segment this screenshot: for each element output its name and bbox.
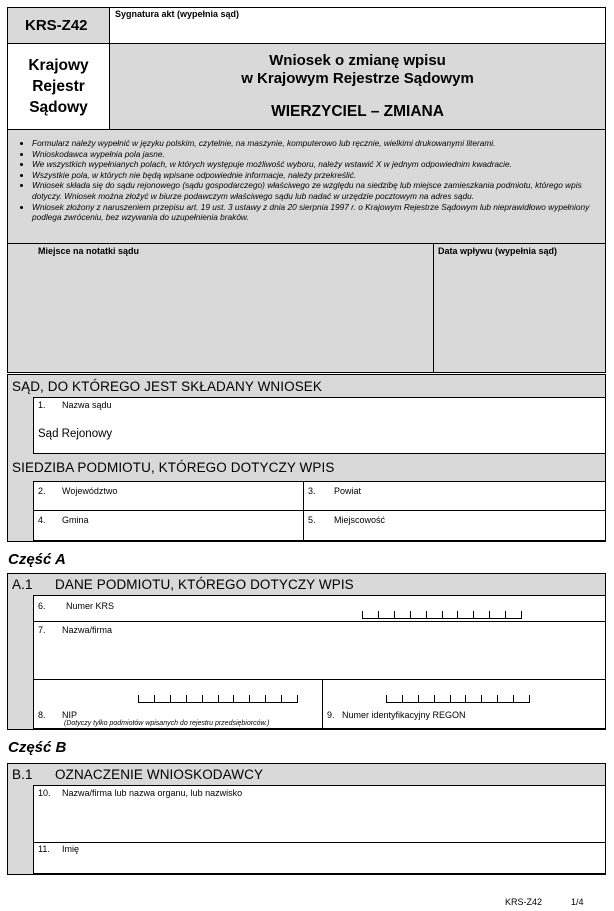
form-title-line1: Wniosek o zmianę wpisu: [269, 52, 446, 69]
company-name-field[interactable]: [33, 621, 606, 680]
seat-section-title: SIEDZIBA PODMIOTU, KTÓREGO DOTYCZY WPIS: [12, 460, 335, 475]
field2-label: Województwo: [62, 486, 118, 496]
field11-label: Imię: [62, 844, 80, 854]
field2-num: 2.: [38, 486, 46, 496]
court-name-field[interactable]: [33, 397, 606, 454]
part-a-section-num: A.1: [12, 577, 33, 592]
instruction-item: • Wnioskodawca wypełnia pola jasne.: [32, 149, 602, 160]
court-section-title: SĄD, DO KTÓREGO JEST SKŁADANY WNIOSEK: [12, 379, 323, 394]
form-title: [109, 52, 606, 88]
field5-num: 5.: [308, 515, 316, 525]
instruction-item: • Wniosek złożony z naruszeniem przepisu art. 19 ust. 3 ustawy z dnia 20 sierpnia 1997 r. o Krajowym Rejestrze Sądowym lub nieprawidłowo wypełniony podlega zwróceniu, bez wzywania do uzupełnienia braków.: [32, 202, 602, 223]
court-notes-label: Miejsce na notatki sądu: [38, 246, 140, 256]
court-notes-box: [7, 243, 434, 373]
instruction-item: • Wszystkie pola, w których nie będą wpisane odpowiednie informacje, należy przekreślić.: [32, 170, 602, 181]
part-a-section-title: DANE PODMIOTU, KTÓREGO DOTYCZY WPIS: [55, 577, 354, 592]
part-b-heading: Część B: [8, 739, 67, 756]
part-b-section-num: B.1: [12, 767, 33, 782]
field1-label: Nazwa sądu: [62, 400, 112, 410]
registry-name-line3: Sądowy: [29, 99, 88, 116]
part-b-section-title: OZNACZENIE WNIOSKODAWCY: [55, 767, 264, 782]
field10-label: Nazwa/firma lub nazwa organu, lub nazwisko: [62, 788, 243, 798]
registry-name: [7, 55, 110, 118]
field4-label: Gmina: [62, 515, 89, 525]
signature-label: Sygnatura akt (wypełnia sąd): [115, 9, 240, 19]
footer-form-code: KRS-Z42: [505, 897, 543, 907]
field7-num: 7.: [38, 625, 46, 635]
field1-num: 1.: [38, 400, 46, 410]
court-name-value: Sąd Rejonowy: [38, 428, 113, 440]
field7-label: Nazwa/firma: [62, 625, 113, 635]
nip-digit-boxes[interactable]: [138, 695, 298, 703]
field9-num: 9.: [327, 710, 335, 720]
instruction-item: • Formularz należy wypełnić w języku polskim, czytelnie, na maszynie, komputerowo lub ręcznie, wielkimi drukowanymi literami.: [32, 138, 602, 149]
form-code: KRS-Z42: [25, 17, 88, 34]
field10-num: 10.: [38, 788, 51, 798]
part-a-heading: Część A: [8, 551, 66, 568]
instruction-item: • We wszystkich wypełnianych polach, w których występuje możliwość wyboru, należy wstawić X w jednym odpowiednim kwadracie.: [32, 159, 602, 170]
field8-num: 8.: [38, 710, 46, 720]
nip-note: (Dotyczy tylko podmiotów wpisanych do rejestru przedsiębiorców.): [64, 720, 270, 727]
receipt-date-box: [433, 243, 606, 373]
first-name-field[interactable]: [33, 842, 606, 874]
field3-label: Powiat: [334, 486, 362, 496]
regon-digit-boxes[interactable]: [386, 695, 530, 703]
field11-num: 11.: [38, 844, 50, 854]
form-subtitle: WIERZYCIEL – ZMIANA: [271, 103, 444, 120]
krs-digit-boxes[interactable]: [362, 611, 522, 619]
instructions: [10, 138, 602, 223]
field9-label: Numer identyfikacyjny REGON: [342, 710, 466, 720]
field6-label: Numer KRS: [66, 601, 115, 611]
registry-name-line2: Rejestr: [32, 78, 85, 95]
field5-label: Miejscowość: [334, 515, 386, 525]
receipt-date-label: Data wpływu (wypełnia sąd): [438, 246, 558, 256]
field4-num: 4.: [38, 515, 46, 525]
instruction-item: • Wniosek składa się do sądu rejonowego (sądu gospodarczego) właściwego ze względu na siedzibę lub miejsce zamieszkania podmiotu, którego wpis dotyczy. Wniosek można złożyć w biurze podawczym właściwego sądu lub nadać w urzędzie pocztowym na adres sądu.: [32, 180, 602, 201]
footer-page-number: 1/4: [571, 897, 584, 907]
field3-num: 3.: [308, 486, 316, 496]
regon-field[interactable]: [322, 679, 606, 729]
field8-label: NIP: [62, 710, 78, 720]
registry-name-line1: Krajowy: [28, 57, 89, 74]
field6-num: 6.: [38, 601, 46, 611]
form-title-line2: w Krajowym Rejestrze Sądowym: [241, 70, 474, 87]
